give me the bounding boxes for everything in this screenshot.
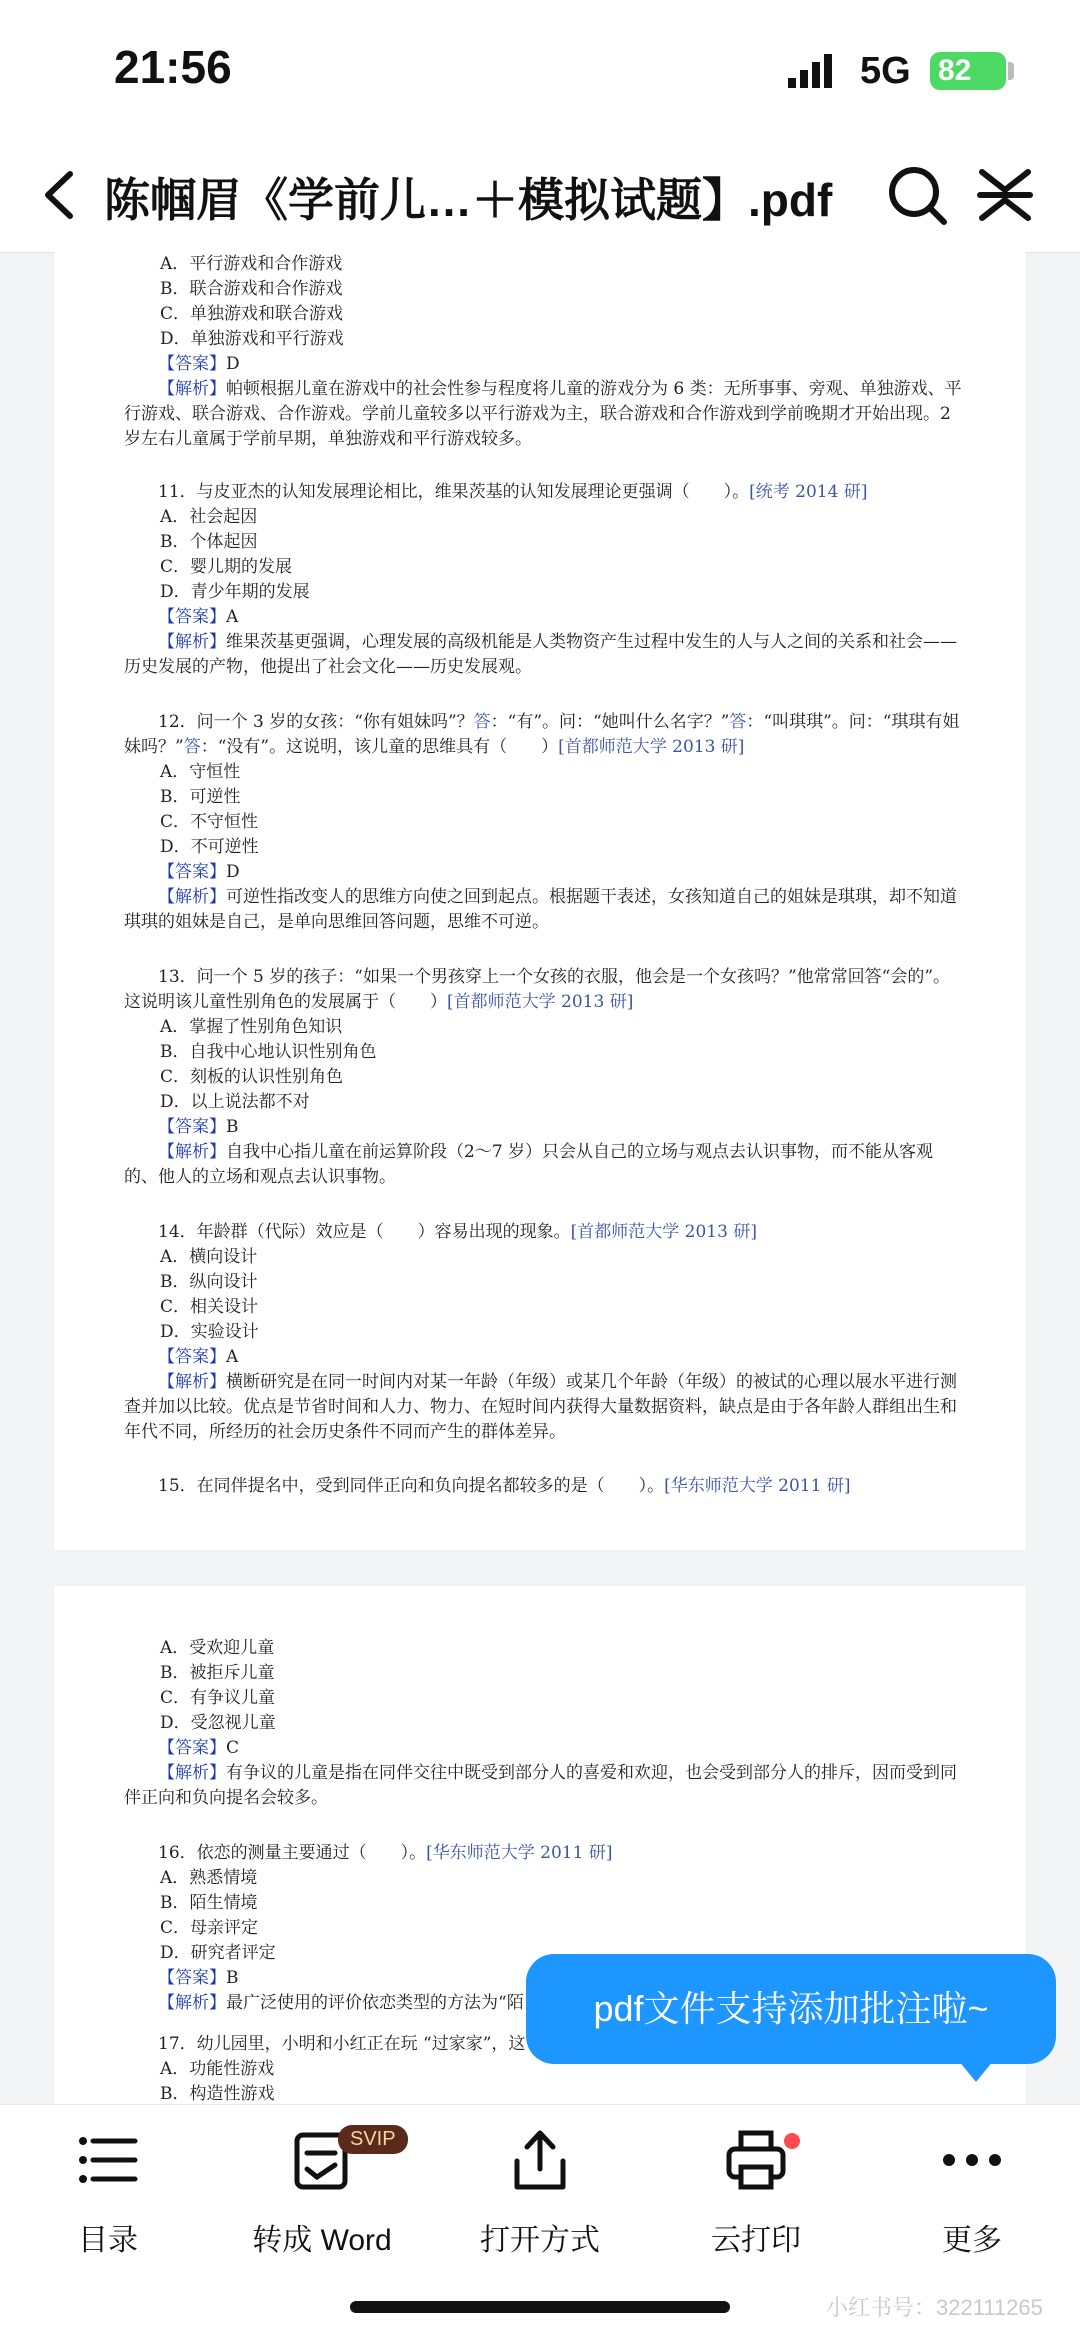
question-stem: 16．依恋的测量主要通过（ ）。[华东师范大学 2011 研] [158,1843,613,1863]
analysis: 【解析】横断研究是在同一时间内对某一年龄（年级）或某几个年龄（年级）的被试的心理以展水平进行测查并加以比较。优点是节省时间和人力、物力、在短时间内获得大量数据资料，缺点是由于各年龄人群组出生和年代不同，所经历的社会历史条件不同而产生的群体差异。 [124,1372,957,1442]
question-stem: 11．与皮亚杰的认知发展理论相比，维果茨基的认知发展理论更强调（ ）。[统考 2014 研] [158,482,868,502]
option: B．个体起因 [160,532,258,552]
option: A．熟悉情境 [160,1868,258,1888]
option: B．可逆性 [160,787,241,807]
option: C．单独游戏和联合游戏 [160,304,344,324]
option: A．平行游戏和合作游戏 [160,254,343,274]
analysis: 【解析】自我中心指儿童在前运算阶段（2～7 岁）只会从自己的立场与观点去认识事物，而不能从客观的、他人的立场和观点去认识事物。 [124,1142,934,1187]
option: A．横向设计 [160,1247,258,1267]
option: B．被拒斥儿童 [160,1663,275,1683]
option: B．纵向设计 [160,1272,258,1292]
option: B．自我中心地认识性别角色 [160,1042,377,1062]
option: C．不守恒性 [160,812,259,832]
analysis: 【解析】维果茨基更强调，心理发展的高级机能是人类物资产生过程中发生的人与人之间的关系和社会——历史发展的产物，他提出了社会文化——历史发展观。 [124,632,957,677]
question-stem: 17．幼儿园里，小明和小红正在玩 “过家家”，这 [158,2034,526,2054]
option: B．联合游戏和合作游戏 [160,279,343,299]
toast-pointer [958,2060,994,2082]
bottom-toolbar [0,2104,1080,2338]
analysis: 【解析】有争议的儿童是指在同伴交往中既受到部分人的喜爱和欢迎，也会受到部分人的排斥，因而受到同伴正向和负向提名会较多。 [124,1763,957,1808]
toolbar-label: 更多 [942,2224,1002,2257]
title-bar [0,140,1080,253]
collapse-icon[interactable] [970,160,1040,230]
signal-icon [786,52,842,92]
pdf-page [54,252,1026,1550]
search-icon[interactable] [882,160,952,230]
answer: 【答案】C [158,1738,240,1758]
toolbar-item-contents[interactable] [8,2125,208,2285]
status-time: 21:56 [114,41,232,93]
option: A．社会起因 [160,507,258,527]
option: C．有争议儿童 [160,1688,276,1708]
question-stem: 14．年龄群（代际）效应是（ ）容易出现的现象。[首都师范大学 2013 研] [158,1222,757,1242]
option: D．单独游戏和平行游戏 [160,329,344,349]
analysis: 【解析】帕顿根据儿童在游戏中的社会性参与程度将儿童的游戏分为 6 类：无所事事、旁观、单独游戏、平行游戏、联合游戏、合作游戏。学前儿童较多以平行游戏为主，联合游戏和合作游戏到学前晚期才开始出现。2 岁左右儿童属于学前早期，单独游戏和平行游戏较多。 [124,379,962,449]
more-icon [937,2125,1007,2195]
option: D．研究者评定 [160,1943,276,1963]
battery-icon [930,52,1006,90]
option: D．以上说法都不对 [160,1092,310,1112]
option: D．不可逆性 [160,837,259,857]
answer: 【答案】B [158,1117,239,1137]
back-button[interactable] [30,160,90,230]
home-indicator[interactable] [350,2301,730,2313]
toolbar-label: 转成 Word [252,2224,392,2257]
question-stem: 13．问一个 5 岁的孩子：“如果一个男孩穿上一个女孩的衣服，他会是一个女孩吗？”他常常回答“会的”。这说明该儿童性别角色的发展属于（ ）[首都师范大学 2013 研] [124,967,951,1012]
option: C．母亲评定 [160,1918,259,1938]
question-stem: 12．问一个 3 岁的女孩：“你有姐妹吗”？答：“有”。问：“她叫什么名字？”答：“叫琪琪”。问：“琪琪有姐妹吗？”答：“没有”。这说明，该儿童的思维具有（ ）[首都师范大学 2013 研] [124,712,960,757]
toolbar-label: 云打印 [711,2224,801,2257]
share-icon [505,2125,575,2195]
network-type: 5G [860,50,911,92]
toolbar-label: 打开方式 [480,2224,600,2257]
analysis-tag: 【解析】 [158,379,226,399]
option: D．受忽视儿童 [160,1713,276,1733]
notification-dot [784,2133,800,2149]
annotation-tip-toast[interactable]: pdf文件支持添加批注啦~ [526,1954,1056,2064]
list-icon [73,2125,143,2195]
option: D．实验设计 [160,1322,259,1342]
option: A．功能性游戏 [160,2059,275,2079]
svip-badge: SVIP [338,2125,408,2154]
answer: 【答案】A [158,607,239,627]
document-title: 陈帼眉《学前儿…＋模拟试题】.pdf [104,174,833,226]
analysis: 【解析】可逆性指改变人的思维方向使之回到起点。根据题干表述，女孩知道自己的姐妹是琪琪，却不知道琪琪的姐妹是自己，是单向思维回答问题，思维不可逆。 [124,887,957,932]
battery-level: 82 [938,54,972,87]
option: C．刻板的认识性别角色 [160,1067,344,1087]
option: A．受欢迎儿童 [160,1638,275,1658]
option: D．青少年期的发展 [160,582,310,602]
answer: 【答案】A [158,1347,239,1367]
answer: 【答案】D [158,354,240,374]
option: B．构造性游戏 [160,2084,275,2104]
status-bar [0,0,1080,140]
toolbar-item-cloud-print[interactable] [656,2125,856,2285]
toolbar-item-open-with[interactable] [440,2125,640,2285]
answer: 【答案】B [158,1968,239,1988]
option: C．相关设计 [160,1297,259,1317]
watermark: 小红书号：322111265 [826,2295,1043,2320]
answer-tag: 【答案】 [158,354,226,374]
analysis: 【解析】最广泛使用的评价依恋类型的方法为“陌 [158,1993,524,2013]
toolbar-item-convert-word[interactable] [222,2125,422,2285]
pdf-viewer[interactable] [0,252,1080,2104]
question-stem: 15．在同伴提名中，受到同伴正向和负向提名都较多的是（ ）。[华东师范大学 2011 研] [158,1476,851,1496]
toolbar-label: 目录 [78,2224,138,2257]
option: C．婴儿期的发展 [160,557,293,577]
toolbar-item-more[interactable] [872,2125,1072,2285]
answer: 【答案】D [158,862,240,882]
printer-icon [721,2125,791,2195]
option: B．陌生情境 [160,1893,258,1913]
option: A．守恒性 [160,762,241,782]
option: A．掌握了性别角色知识 [160,1017,343,1037]
